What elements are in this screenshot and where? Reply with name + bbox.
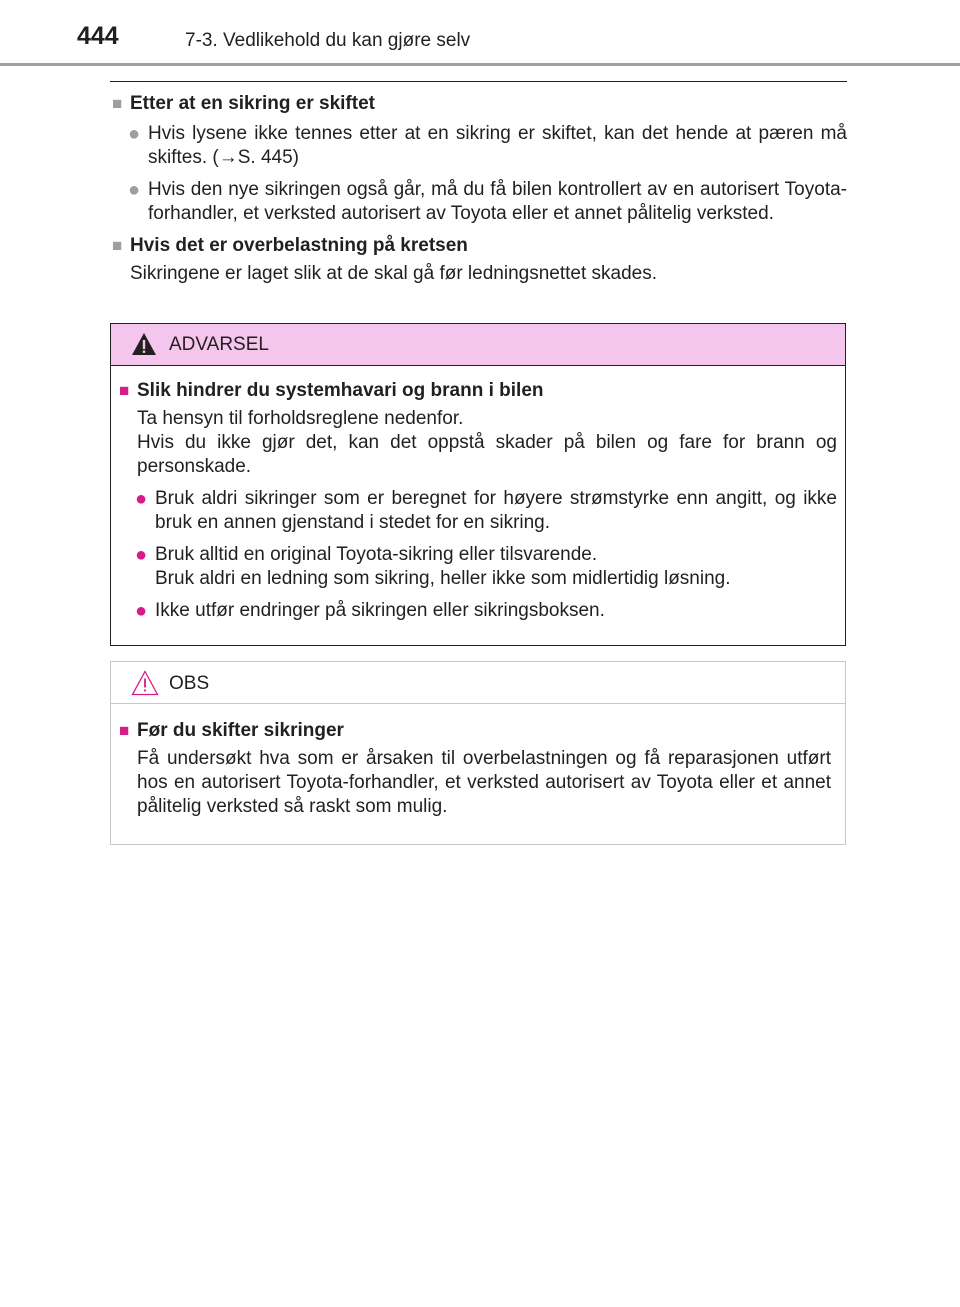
circle-bullet-icon: ● (135, 544, 148, 566)
chapter-title: 7-3. Vedlikehold du kan gjøre selv (185, 30, 471, 51)
circle-bullet-icon: ● (128, 179, 141, 201)
main-content (112, 92, 847, 286)
section-title: Hvis det er overbelastning på kretsen (130, 235, 468, 256)
notice-text: Få undersøkt hva som er årsaken til overbelastningen og få reparasjonen utført hos en autorisert Toyota-forhandler, et verksted autorisert av Toyota eller et annet pålitelig verksted så raskt som mulig. (137, 748, 831, 817)
warning-intro-line: Hvis du ikke gjør det, kan det oppstå skader på bilen og fare for brann og personskade. (137, 432, 837, 477)
warning-subheading (119, 379, 837, 403)
list-item-text: Ikke utfør endringer på sikringen eller sikringsboksen. (155, 600, 605, 621)
list-item (128, 122, 847, 170)
notice-box (110, 661, 846, 845)
square-bullet-icon: ■ (119, 381, 130, 400)
page-number: 444 (77, 22, 119, 50)
warning-box (110, 323, 846, 646)
circle-bullet-icon: ● (135, 600, 148, 622)
page-header (0, 0, 960, 66)
section-divider (110, 81, 847, 82)
warning-header (111, 324, 845, 366)
warning-intro-line: Ta hensyn til forholdsreglene nedenfor. (137, 408, 464, 429)
warning-list-item (135, 543, 837, 591)
warning-intro (137, 407, 837, 479)
caution-triangle-icon (131, 670, 159, 696)
warning-list-item (135, 487, 837, 535)
list-item-text: Hvis lysene ikke tennes etter at en sikring er skiftet, kan det hende at pæren må skiftes. (→S. 445) (148, 123, 847, 168)
warning-subtitle: Slik hindrer du systemhavari og brann i bilen (137, 380, 544, 401)
list-item-text (155, 543, 837, 591)
list-item (128, 178, 847, 226)
header-rule (0, 63, 960, 66)
list-item-text: Bruk aldri sikringer som er beregnet for høyere strømstyrke enn angitt, og ikke bruk en annen gjenstand i stedet for en sikring. (155, 488, 837, 533)
notice-subheading (119, 719, 831, 743)
warning-title: ADVARSEL (169, 334, 269, 355)
section-heading-circuit-overload (112, 234, 847, 258)
list-item-text: Hvis den nye sikringen også går, må du få bilen kontrollert av en autorisert Toyota-forhandler, et verksted autorisert av Toyota eller et annet pålitelig verksted. (148, 179, 847, 224)
square-bullet-icon: ■ (112, 94, 123, 113)
section-title: Etter at en sikring er skiftet (130, 93, 375, 114)
warning-body (119, 379, 837, 623)
warning-triangle-icon (131, 332, 157, 356)
circle-bullet-icon: ● (135, 488, 148, 510)
notice-subtitle: Før du skifter sikringer (137, 720, 344, 741)
square-bullet-icon: ■ (112, 236, 123, 255)
paragraph: Sikringene er laget slik at de skal gå før ledningsnettet skades. (130, 263, 658, 284)
circle-bullet-icon: ● (128, 123, 141, 145)
notice-body (119, 719, 831, 819)
list-item-line: Bruk alltid en original Toyota-sikring eller tilsvarende. (155, 544, 598, 565)
warning-list-item (135, 599, 837, 623)
list-item-line: Bruk aldri en ledning som sikring, heller ikke som midlertidig løsning. (155, 568, 731, 589)
square-bullet-icon: ■ (119, 721, 130, 740)
notice-header (111, 662, 845, 704)
section-heading-after-fuse-change (112, 92, 847, 116)
notice-title: OBS (169, 673, 210, 694)
